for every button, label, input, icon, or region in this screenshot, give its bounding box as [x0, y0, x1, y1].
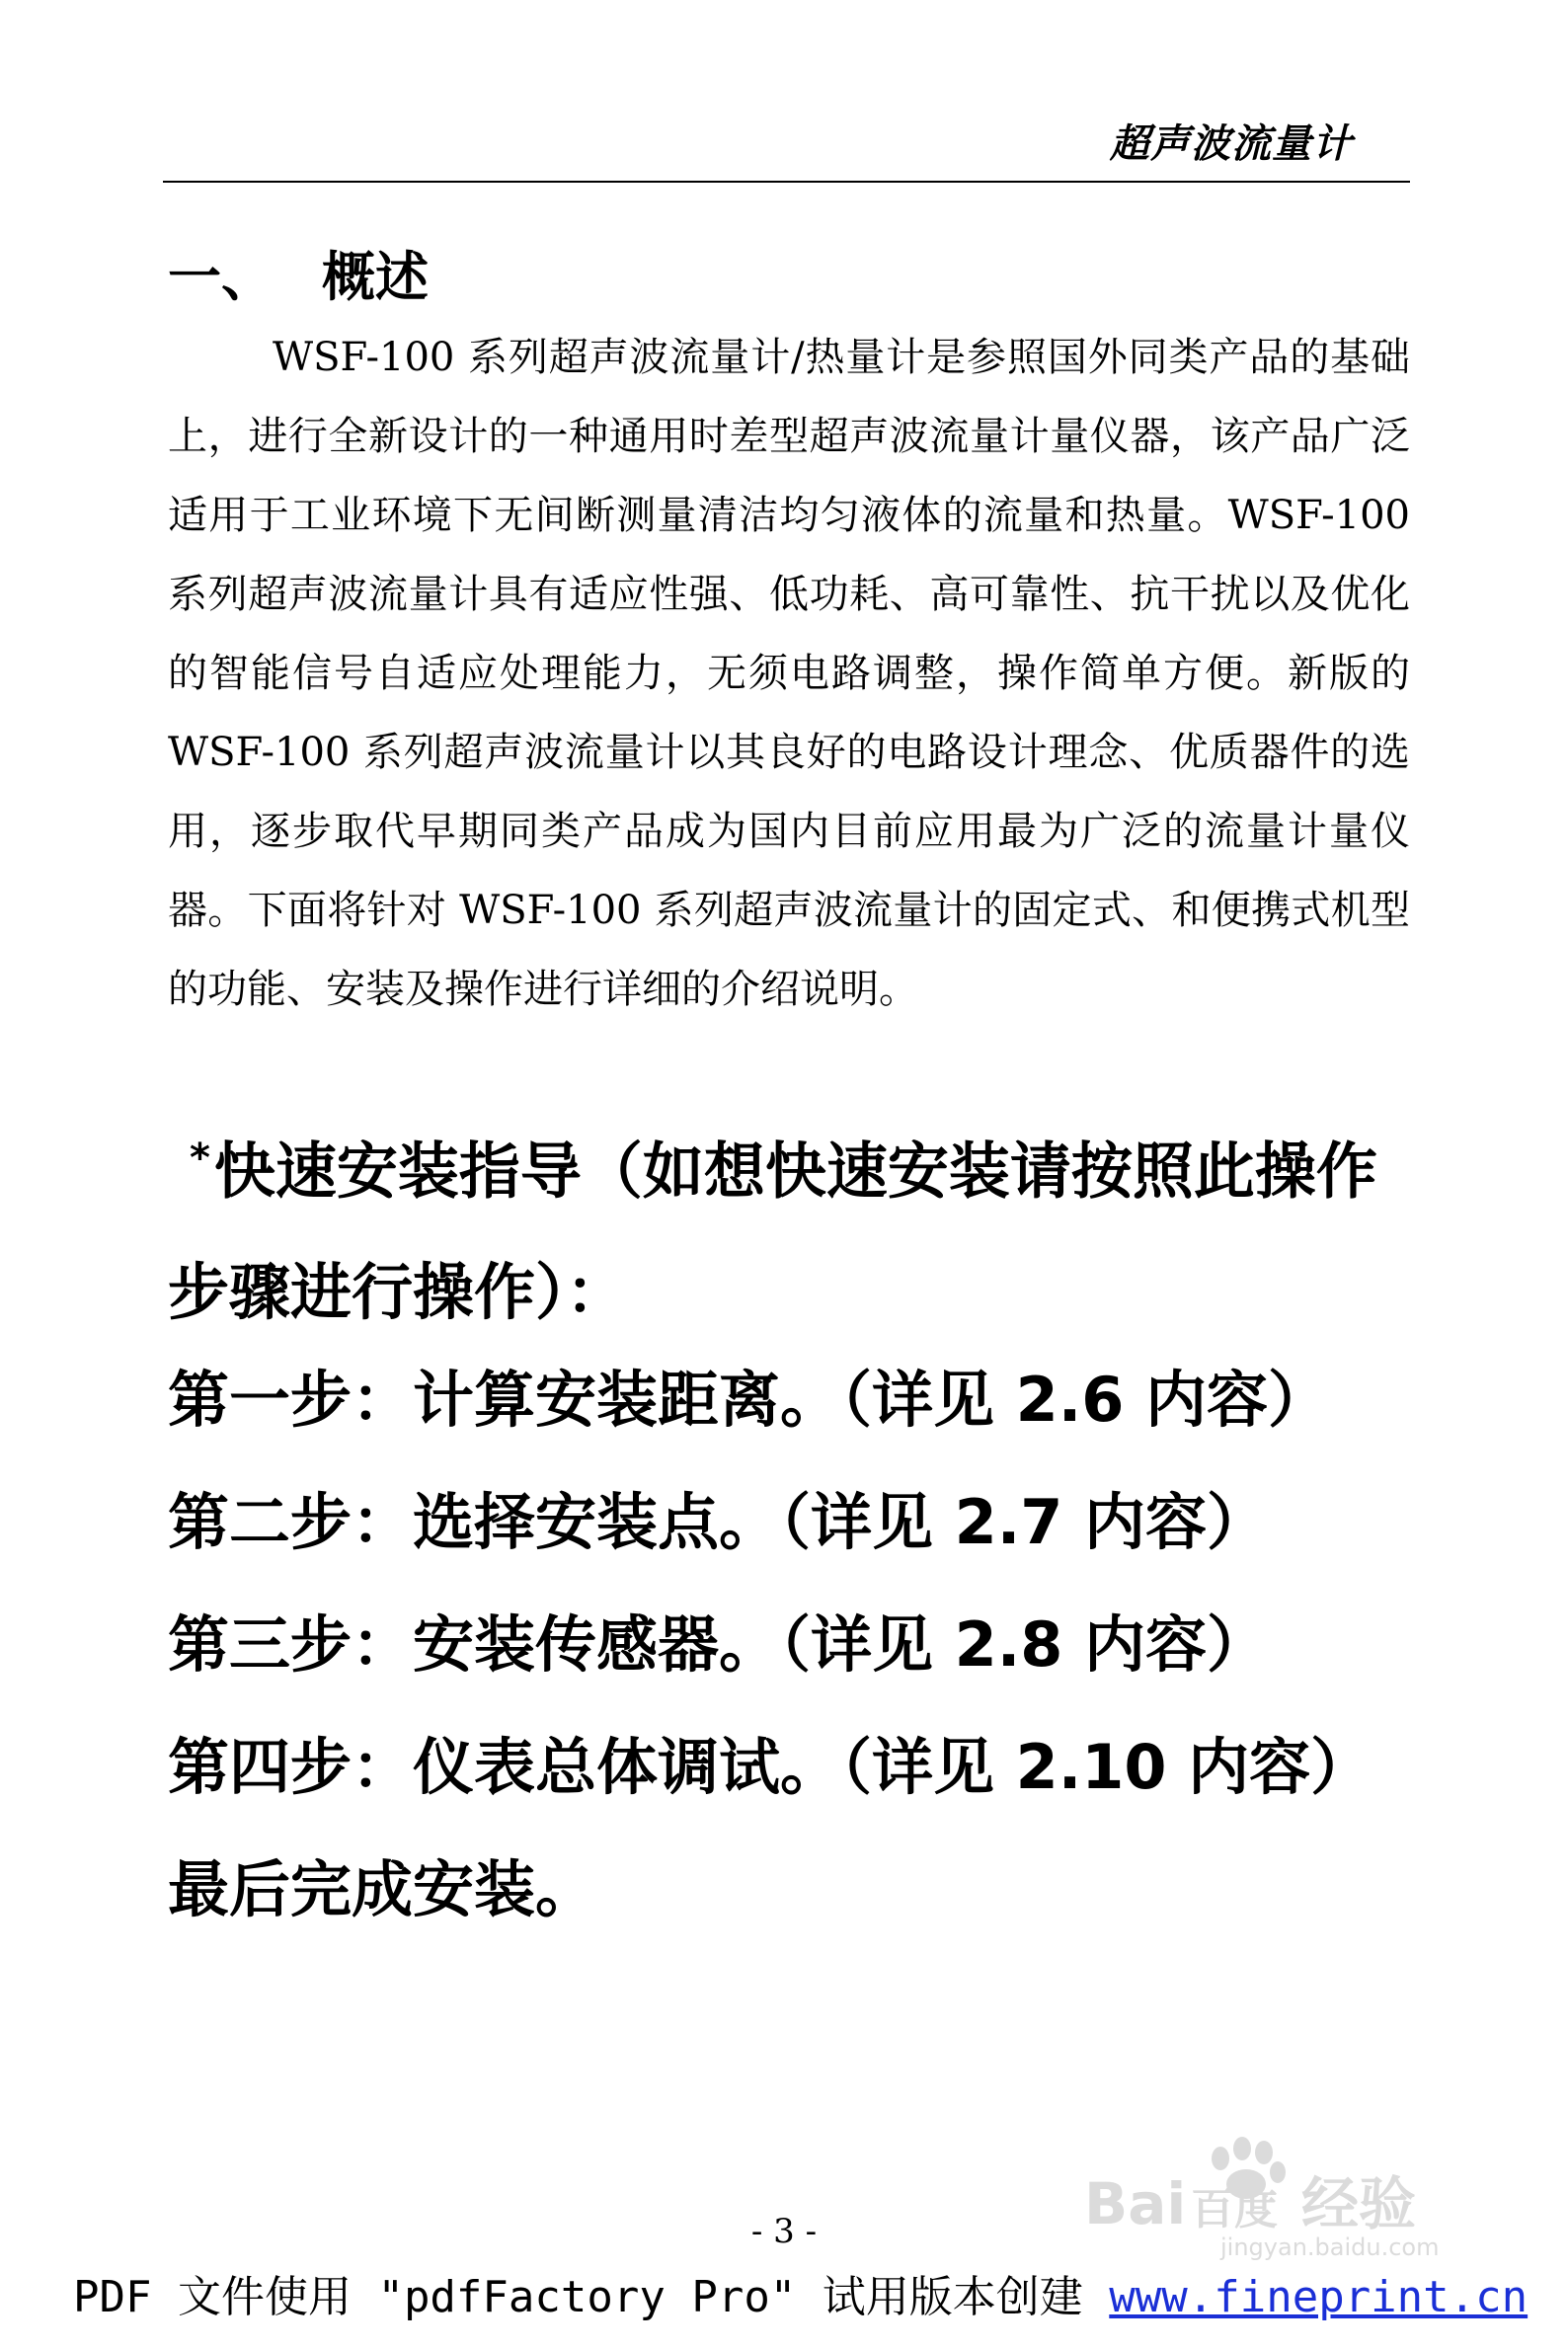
overview-paragraph: WSF-100 系列超声波流量计/热量计是参照国外同类产品的基础上，进行全新设计的一种通用时差型超声波流量计量仪器，该产品广泛适用于工业环境下无间断测量清洁均匀液体的流量和热量。WSF-100 系列超声波流量计具有适应性强、低功耗、高可靠性、抗干扰以及优化的智能信号自适应处理能力，无须电路调整，操作简单方便。新版的 WSF-100 系列超声波流量计以其良好的电路设计理念、优质器件的选用，逐步取代早期同类产品成为国内目前应用最为广泛的流量计量仪器。下面将针对 WSF-100 系列超声波流量计的固定式、和便携式机型的功能、安装及操作进行详细的介绍说明。 [168, 335, 1410, 1012]
section-title: 概述 [322, 246, 429, 308]
watermark-url: jingyan.baidu.com [1220, 2233, 1440, 2261]
asterisk-mark: * [190, 1136, 210, 1181]
quick-install-heading [168, 1098, 1412, 1353]
footer-link[interactable]: www.fineprint.cn [1109, 2272, 1529, 2322]
running-header-title: 超声波流量计 [1110, 121, 1353, 167]
install-step-1: 第一步：计算安装距离。（详见 2.6 内容） [168, 1364, 1330, 1436]
install-step-2: 第二步：选择安装点。（详见 2.7 内容） [168, 1486, 1269, 1558]
page-number: - 3 - [750, 2212, 818, 2251]
header-divider [163, 181, 1410, 183]
watermark-brand-tail: 百度 [1191, 2184, 1278, 2234]
section-heading [168, 235, 429, 311]
install-final-step: 最后完成安装。 [168, 1853, 597, 1925]
watermark-suffix: 经验 [1301, 2170, 1417, 2237]
footer-text: PDF 文件使用 "pdfFactory Pro" 试用版本创建 [73, 2272, 1110, 2322]
section-number: 一、 [168, 246, 274, 308]
quick-install-title: 快速安装指导（如想快速安装请按照此操作步骤进行操作）： [168, 1135, 1377, 1328]
install-step-4: 第四步：仪表总体调试。（详见 2.10 内容） [168, 1731, 1372, 1803]
install-steps-list [168, 1339, 1372, 1951]
watermark-brand: Bai [1084, 2170, 1187, 2237]
pdf-footer [73, 2261, 1528, 2324]
install-step-3: 第三步：安装传感器。（详见 2.8 内容） [168, 1608, 1269, 1681]
